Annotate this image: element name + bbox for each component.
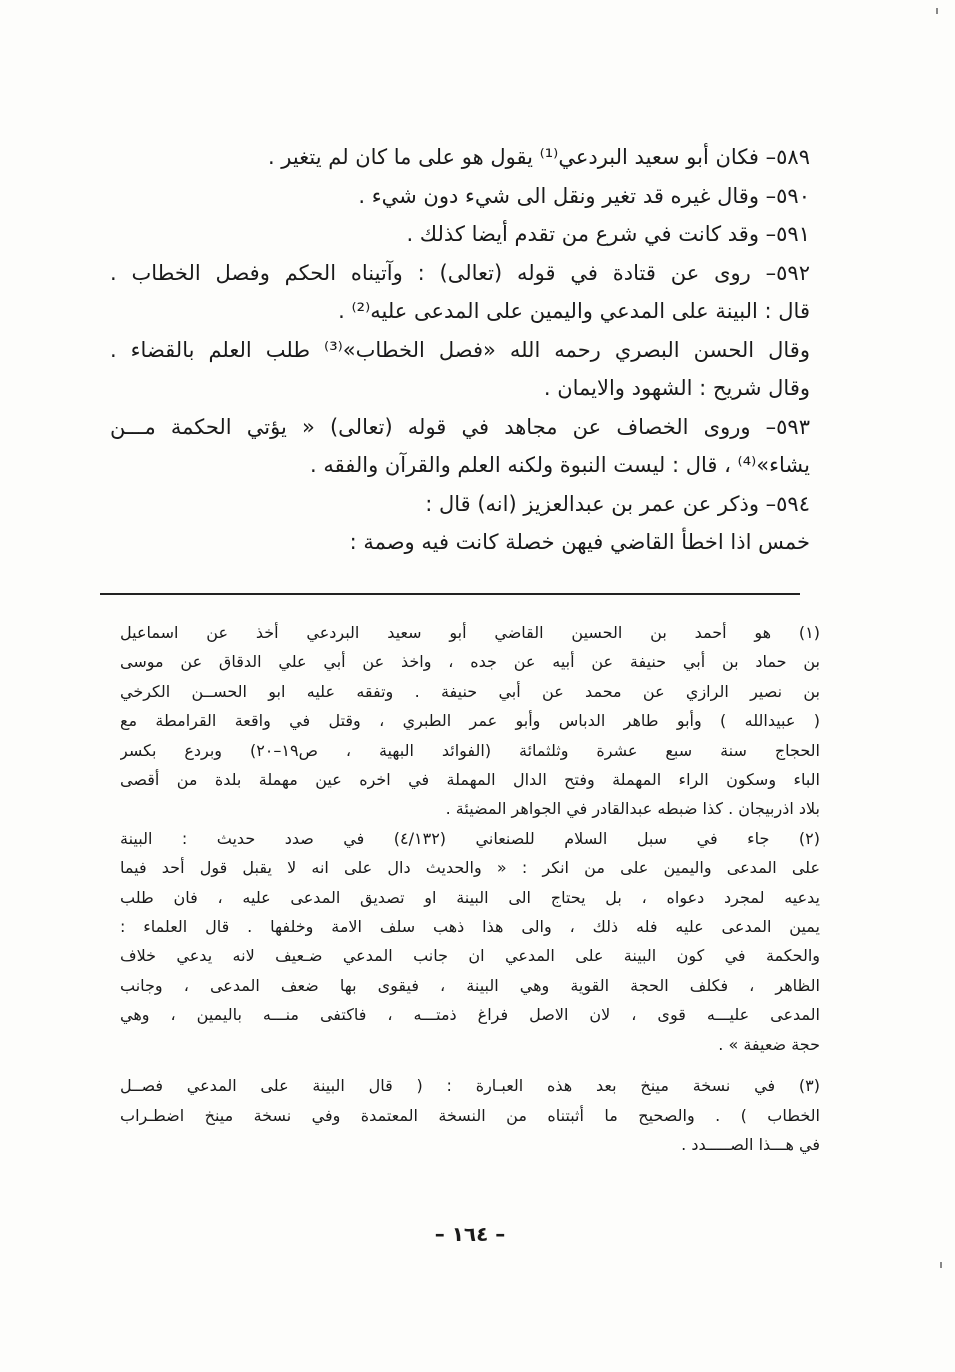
footnote-1 <box>120 618 820 824</box>
footnote-line: (٣) في نسخة مينخ بعد هذه العبـارة : ( قال البينة على المدعي فصــل <box>120 1076 820 1096</box>
footnote-line: الباء وسكون الراء المهملة وفتح الدال المهملة في اخره عين مهملة بلدة من أقصى <box>120 770 820 790</box>
main-line: ٥٩٢– روى عن قتادة في قوله (تعالى) : وآتيناه الحكم وفصل الخطاب . <box>110 260 810 285</box>
footnote-spacer <box>120 1059 820 1071</box>
main-line: خمس اذا اخطأ القاضي فيهن خصلة كانت فيه وصمة : <box>349 530 810 554</box>
footnote-line: بن نصير الرازي عن محمد عن أبي حنيفة . وتفقه عليه ابو الحســن الكرخي <box>120 681 820 701</box>
main-line: يشاء»⁽⁴⁾ ، قال : ليست النبوة ولكنه العلم والقرآن والفقه . <box>309 453 810 477</box>
main-line: ٥٩٤– وذكر عن عمر بن عبدالعزيز (انه) قال : <box>425 491 810 516</box>
main-line: ٥٨٩– فكان أبو سعيد البردعي⁽¹⁾ يقول هو على ما كان لم يتغير . <box>267 145 810 169</box>
scan-speck <box>936 8 938 14</box>
main-line: قال : البينة على المدعي واليمين على المدعى عليه⁽²⁾ . <box>338 299 810 323</box>
footnote-line: (٢) جاء في سبل السلام للصنعاني (٤/١٣٢) في صدد حديث : البينة <box>120 828 820 848</box>
footnote-line: الخطاب ) . والصحيح ما أثبتناه من النسخة المعتمدة وفي نسخة مينخ اضطـراب <box>120 1105 820 1125</box>
main-line: ٥٩١– وقد كانت في شرع من تقدم أيضا كذلك . <box>406 222 810 246</box>
footnote-line: الظاهر ، فكلف الحجة القوية وهي البينة ، فيقوى بها ضعف المدعى ، وجانب <box>120 975 820 995</box>
footnote-line: الحجاج سنة سبع عشرة وثلثمائة (الفوائد البهية ، ص١٩–٢٠) وبردع بكسر <box>120 740 820 760</box>
footnote-divider <box>100 593 800 595</box>
footnote-line: بن حماد بن أبي حنيفة عن أبيه عن جده ، واخذ عن أبي علي الدقاق عن موسى <box>120 652 820 672</box>
footnote-line: بلاد اذربيجان . كذا ضبطه عبدالقادر في الجواهر المضيئة . <box>445 799 820 819</box>
footnote-line: (١) هو أحمد بن الحسين القاضي أبو سعيد البردعي أخذ عن اسماعيل <box>120 623 820 642</box>
footnote-line: يمين المدعى عليه فله ذلك ، والى هذا ذهب سلف الامة وخلفها . قال العلماء : <box>120 917 820 937</box>
main-text <box>110 138 810 562</box>
footnotes <box>120 618 820 1159</box>
footnote-line: يدعيه لمجرد دعواه ، بل يحتاج الى البينة او تصديق المدعى عليه ، فان طلب <box>120 887 820 907</box>
main-line: وقال الحسن البصري رحمه الله «فصل الخطاب»⁽³⁾ طلب العلم بالقضاء . <box>110 337 810 362</box>
page-number: – ١٦٤ – <box>434 1222 506 1246</box>
footnote-3 <box>120 1071 820 1159</box>
footnote-line: والحكمة في كون البينة على المدعي ان جانب المدعي ضـعيف لانه يدعي خلاف <box>120 946 820 966</box>
main-line: وقال شريح : الشهود والايمان . <box>543 376 810 400</box>
footnote-line: ( عبيدالله ) وأبو طاهر الدباس وأبو عمر الطبري ، وقتل في واقعة القرامطة مع <box>120 711 820 731</box>
scan-speck <box>940 1262 942 1268</box>
main-line: ٥٩٣– وروى الخصاف عن مجاهد في قوله (تعالى) « يؤتي الحكمة مـــن <box>110 414 810 439</box>
footnote-line: على المدعى واليمين على من انكر : « والحديث دال على انه لا يقبل قول أحد فيما <box>120 858 820 878</box>
footnote-2 <box>120 824 820 1059</box>
footnote-line: حجة ضعيفة » . <box>718 1034 820 1054</box>
main-line: ٥٩٠– وقال غيره قد تغير ونقل الى شيء دون شيء . <box>358 183 810 208</box>
footnote-line: المدعى عليـــه قوى ، لان الاصل فراغ ذمتـــه ، فاكتفى منـــه باليمين ، وهي <box>120 1005 820 1025</box>
footnote-line: في هـــذا الصـــــدد . <box>681 1134 820 1154</box>
